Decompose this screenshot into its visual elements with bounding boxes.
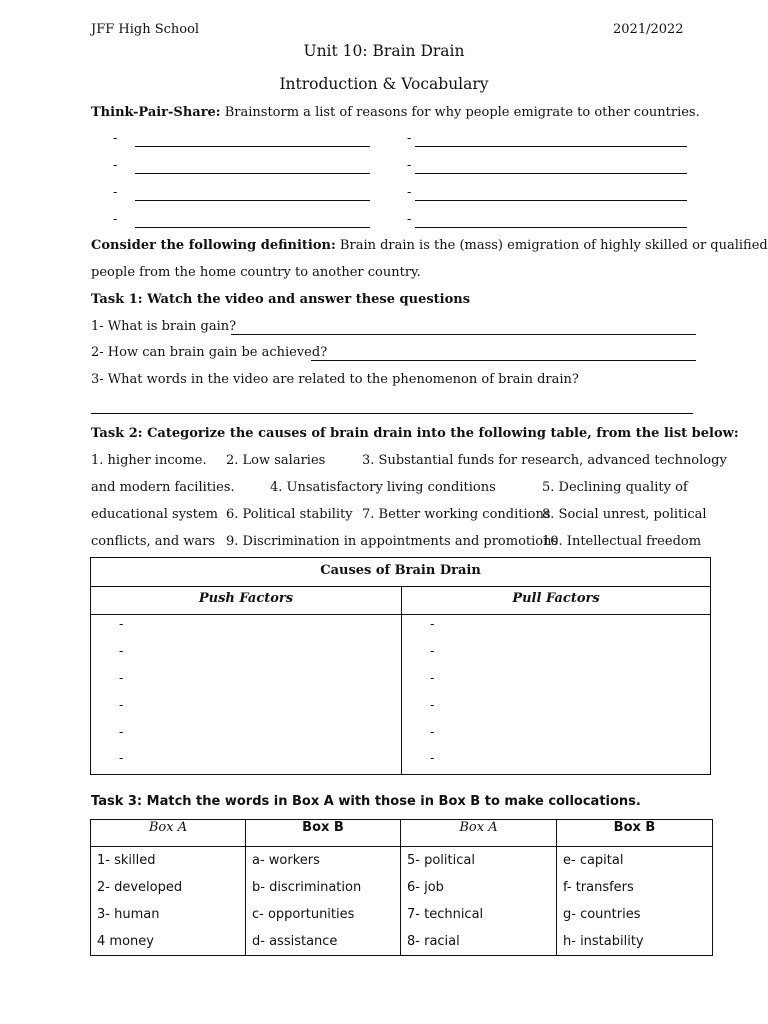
box-b-word: e- capital	[557, 847, 713, 875]
box-a-word: 8- racial	[401, 928, 557, 956]
dash-mark: -	[113, 212, 118, 227]
cause-item: conflicts, and wars	[91, 534, 216, 549]
push-factor-slot[interactable]: -	[119, 751, 124, 766]
definition-line-2: people from the home country to another country.	[91, 265, 421, 280]
dash-mark: -	[407, 185, 412, 200]
answer-line[interactable]	[311, 360, 696, 361]
cause-item: 4. Unsatisfactory living conditions	[270, 480, 496, 495]
cause-item: 8. Social unrest, political	[542, 507, 707, 522]
answer-line[interactable]	[135, 146, 370, 147]
dash-mark: -	[113, 131, 118, 146]
answer-line[interactable]	[415, 227, 687, 228]
task1-question-3: 3- What words in the video are related to the phenomenon of brain drain?	[91, 372, 579, 387]
answer-line[interactable]	[135, 200, 370, 201]
box-a-header: Box A	[401, 820, 557, 847]
cause-item: 2. Low salaries	[226, 453, 326, 468]
answer-line[interactable]	[135, 227, 370, 228]
cause-item: and modern facilities.	[91, 480, 235, 495]
definition-line-1	[91, 238, 768, 253]
causes-table	[90, 557, 711, 775]
column-divider	[401, 586, 402, 774]
answer-line[interactable]	[135, 173, 370, 174]
task2-title: Task 2: Categorize the causes of brain drain into the following table, from the list below:	[91, 426, 739, 441]
box-b-header: Box B	[557, 820, 713, 847]
table-row	[91, 874, 713, 901]
task1-question-2: 2- How can brain gain be achieved?	[91, 345, 328, 360]
box-b-word: a- workers	[246, 847, 401, 875]
dash-mark: -	[407, 212, 412, 227]
box-a-word: 3- human	[91, 901, 246, 928]
dash-mark: -	[113, 185, 118, 200]
collocation-header-row	[91, 820, 713, 847]
pull-factor-slot[interactable]: -	[430, 671, 435, 686]
box-b-header: Box B	[246, 820, 401, 847]
think-pair-share	[91, 105, 700, 120]
box-b-word: d- assistance	[246, 928, 401, 956]
page-title: Unit 10: Brain Drain	[303, 42, 465, 60]
push-factor-slot[interactable]: -	[119, 698, 124, 713]
causes-table-title: Causes of Brain Drain	[91, 558, 710, 587]
task1-title: Task 1: Watch the video and answer these questions	[91, 292, 471, 307]
cause-item: 7. Better working conditions	[362, 507, 551, 522]
cause-item: 6. Political stability	[226, 507, 353, 522]
push-factor-slot[interactable]: -	[119, 671, 124, 686]
dash-mark: -	[407, 131, 412, 146]
answer-line[interactable]	[231, 334, 696, 335]
school-year: 2021/2022	[613, 22, 684, 37]
box-a-word: 5- political	[401, 847, 557, 875]
push-factor-slot[interactable]: -	[119, 644, 124, 659]
cause-item: 1. higher income.	[91, 453, 207, 468]
pull-factor-slot[interactable]: -	[430, 751, 435, 766]
answer-line[interactable]	[91, 413, 693, 414]
box-a-word: 4 money	[91, 928, 246, 956]
page-subtitle: Introduction & Vocabulary	[279, 75, 489, 93]
box-b-word: c- opportunities	[246, 901, 401, 928]
box-b-word: b- discrimination	[246, 874, 401, 901]
think-pair-share-label: Think-Pair-Share:	[91, 105, 221, 120]
answer-line[interactable]	[415, 146, 687, 147]
pull-factors-header: Pull Factors	[512, 591, 600, 606]
box-a-word: 7- technical	[401, 901, 557, 928]
push-factor-slot[interactable]: -	[119, 725, 124, 740]
task1-question-1: 1- What is brain gain?	[91, 319, 237, 334]
table-row	[91, 847, 713, 875]
cause-item: 5. Declining quality of	[542, 480, 688, 495]
answer-line[interactable]	[415, 200, 687, 201]
box-a-word: 1- skilled	[91, 847, 246, 875]
box-a-word: 2- developed	[91, 874, 246, 901]
dash-mark: -	[113, 158, 118, 173]
answer-line[interactable]	[415, 173, 687, 174]
pull-factor-slot[interactable]: -	[430, 644, 435, 659]
definition-text: Brain drain is the (mass) emigration of highly skilled or qualified	[335, 238, 768, 253]
box-b-word: g- countries	[557, 901, 713, 928]
pull-factor-slot[interactable]: -	[430, 698, 435, 713]
box-b-word: h- instability	[557, 928, 713, 956]
box-a-header: Box A	[91, 820, 246, 847]
dash-mark: -	[407, 158, 412, 173]
pull-factor-slot[interactable]: -	[430, 725, 435, 740]
cause-item: 3. Substantial funds for research, advanced technology	[362, 453, 727, 468]
push-factor-slot[interactable]: -	[119, 617, 124, 632]
collocation-table	[90, 819, 713, 956]
cause-item: educational system	[91, 507, 218, 522]
think-pair-share-text: Brainstorm a list of reasons for why people emigrate to other countries.	[220, 105, 700, 120]
school-name: JFF High School	[91, 22, 200, 37]
pull-factor-slot[interactable]: -	[430, 617, 435, 632]
table-row	[91, 928, 713, 956]
box-a-word: 6- job	[401, 874, 557, 901]
push-factors-header: Push Factors	[198, 591, 294, 606]
cause-item: 9. Discrimination in appointments and promotions	[226, 534, 559, 549]
task3-title: Task 3: Match the words in Box A with those in Box B to make collocations.	[91, 794, 641, 809]
table-row	[91, 901, 713, 928]
definition-label: Consider the following definition:	[91, 238, 336, 253]
cause-item: 10. Intellectual freedom	[542, 534, 702, 549]
box-b-word: f- transfers	[557, 874, 713, 901]
